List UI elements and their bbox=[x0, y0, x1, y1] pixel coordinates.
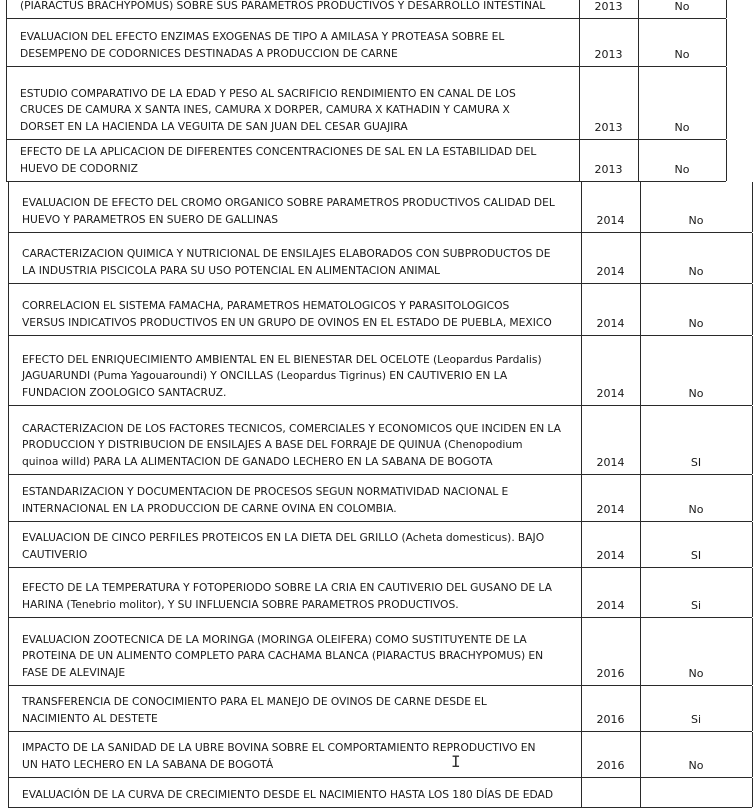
table-row bbox=[8, 568, 752, 618]
table-row bbox=[8, 778, 752, 808]
column-divider bbox=[8, 406, 9, 474]
flag-cell: No bbox=[674, 163, 690, 176]
thesis-title-line: quinoa willd) PARA LA ALIMENTACION DE GANADO LECHERO EN LA SABANA DE BOGOTA bbox=[22, 454, 493, 468]
column-divider bbox=[752, 686, 753, 731]
thesis-title-line: (PIARACTUS BRACHYPOMUS) SOBRE SUS PARAMETROS PRODUCTIVOS Y DESARROLLO INTESTINAL bbox=[20, 0, 546, 12]
text-cursor-icon: I bbox=[451, 752, 461, 771]
table-row bbox=[8, 475, 752, 522]
thesis-title-line: INTERNACIONAL EN LA PRODUCCION DE CARNE OVINA EN COLOMBIA. bbox=[22, 501, 397, 515]
column-divider bbox=[726, 19, 727, 66]
year-cell: 2014 bbox=[596, 549, 625, 562]
year-cell: 2013 bbox=[594, 48, 623, 61]
column-divider bbox=[8, 475, 9, 521]
thesis-title-line: HUEVO DE CODORNIZ bbox=[20, 161, 138, 175]
column-divider bbox=[6, 140, 7, 181]
thesis-title-line: CRUCES DE CAMURA X SANTA INES, CAMURA X DORPER, CAMURA X KATHADIN Y CAMURA X bbox=[20, 103, 510, 116]
thesis-title-line: VERSUS INDICATIVOS PRODUCTIVOS EN UN GRUPO DE OVINOS EN EL ESTADO DE PUEBLA, MEXICO bbox=[22, 315, 552, 329]
thesis-title bbox=[22, 694, 577, 727]
column-divider bbox=[752, 284, 753, 335]
thesis-title-line: TRANSFERENCIA DE CONOCIMIENTO PARA EL MANEJO DE OVINOS DE CARNE DESDE EL bbox=[22, 695, 487, 708]
thesis-title-line: IMPACTO DE LA SANIDAD DE LA UBRE BOVINA SOBRE EL COMPORTAMIENTO REPRODUCTIVO EN bbox=[22, 741, 536, 754]
flag-cell: No bbox=[674, 121, 690, 134]
thesis-title-line: EVALUACION DE CINCO PERFILES PROTEICOS EN LA DIETA DEL GRILLO (Acheta domesticus). BAJO bbox=[22, 531, 545, 544]
thesis-title-line: HUEVO Y PARAMETROS EN SUERO DE GALLINAS bbox=[22, 212, 279, 226]
thesis-title-line: EFECTO DE LA APLICACION DE DIFERENTES CONCENTRACIONES DE SAL EN LA ESTABILIDAD DEL bbox=[20, 145, 537, 158]
column-divider bbox=[6, 0, 7, 18]
thesis-title-line: ESTANDARIZACION Y DOCUMENTACION DE PROCESOS SEGUN NORMATIVIDAD NACIONAL E bbox=[22, 485, 509, 498]
year-cell: 2014 bbox=[596, 265, 625, 278]
flag-cell: No bbox=[688, 667, 704, 680]
flag-cell: No bbox=[688, 265, 704, 278]
column-divider bbox=[752, 618, 753, 685]
thesis-title-line: DORSET EN LA HACIENDA LA VEGUITA DE SAN JUAN DEL CESAR GUAJIRA bbox=[20, 119, 408, 133]
column-divider bbox=[752, 406, 753, 474]
table-row bbox=[6, 0, 726, 19]
year-cell: 2016 bbox=[596, 713, 625, 726]
column-divider bbox=[8, 568, 9, 617]
table-row bbox=[8, 406, 752, 475]
column-divider bbox=[8, 732, 9, 777]
column-divider bbox=[752, 233, 753, 283]
flag-cell: SI bbox=[690, 456, 702, 469]
column-divider bbox=[726, 67, 727, 139]
flag-cell: SI bbox=[690, 549, 702, 562]
column-divider bbox=[8, 522, 9, 567]
table-row bbox=[8, 182, 752, 233]
thesis-title-line: UN HATO LECHERO EN LA SABANA DE BOGOTÁ bbox=[22, 757, 274, 771]
flag-cell: Si bbox=[690, 599, 702, 612]
thesis-title bbox=[22, 740, 577, 773]
thesis-title bbox=[22, 580, 577, 613]
thesis-title bbox=[22, 298, 577, 331]
column-divider bbox=[8, 618, 9, 685]
thesis-title bbox=[22, 421, 577, 471]
year-cell: 2013 bbox=[594, 121, 623, 134]
table-row bbox=[6, 67, 726, 140]
flag-cell: Si bbox=[690, 713, 702, 726]
thesis-title-line: CAUTIVERIO bbox=[22, 547, 88, 561]
thesis-title-line: ESTUDIO COMPARATIVO DE LA EDAD Y PESO AL SACRIFICIO RENDIMIENTO EN CANAL DE LOS bbox=[20, 86, 516, 100]
table-row bbox=[6, 140, 726, 182]
column-divider bbox=[752, 522, 753, 567]
thesis-title-line: DESEMPENO DE CODORNICES DESTINADAS A PRODUCCION DE CARNE bbox=[20, 46, 398, 60]
thesis-title bbox=[22, 195, 577, 228]
thesis-title-line: EFECTO DE LA TEMPERATURA Y FOTOPERIODO SOBRE LA CRIA EN CAUTIVERIO DEL GUSANO DE LA bbox=[22, 581, 552, 594]
column-divider bbox=[8, 778, 9, 807]
thesis-title bbox=[20, 0, 575, 14]
thesis-title-line: CARACTERIZACION DE LOS FACTORES TECNICOS, COMERCIALES Y ECONOMICOS QUE INCIDEN EN LA bbox=[22, 421, 561, 435]
thesis-title-line: HARINA (Tenebrio molitor), Y SU INFLUENCIA SOBRE PARAMETROS PRODUCTIVOS. bbox=[22, 597, 459, 611]
thesis-title-line: FASE DE ALEVINAJE bbox=[22, 665, 126, 679]
thesis-title bbox=[22, 787, 577, 804]
thesis-title-line: EVALUACION DEL EFECTO ENZIMAS EXOGENAS DE TIPO A AMILASA Y PROTEASA SOBRE EL bbox=[20, 30, 505, 43]
column-divider bbox=[752, 475, 753, 521]
flag-cell: No bbox=[688, 317, 704, 330]
table-row bbox=[8, 618, 752, 686]
year-cell: 2014 bbox=[596, 387, 625, 400]
flag-cell: No bbox=[688, 759, 704, 772]
thesis-title-line: NACIMIENTO AL DESTETE bbox=[22, 711, 158, 725]
column-divider bbox=[8, 182, 9, 232]
flag-cell: No bbox=[688, 214, 704, 227]
thesis-title-line: CARACTERIZACION QUIMICA Y NUTRICIONAL DE ENSILAJES ELABORADOS CON SUBPRODUCTOS DE bbox=[22, 247, 551, 260]
column-divider bbox=[752, 732, 753, 777]
column-divider bbox=[8, 233, 9, 283]
column-divider bbox=[726, 0, 727, 18]
thesis-title bbox=[20, 144, 575, 177]
thesis-title-line: JAGUARUNDI (Puma Yagouaroundi) Y ONCILLAS (Leopardus Tigrinus) EN CAUTIVERIO EN LA bbox=[22, 369, 508, 382]
year-cell: 2013 bbox=[594, 163, 623, 176]
thesis-title bbox=[22, 484, 577, 517]
thesis-title-line: EVALUACION DE EFECTO DEL CROMO ORGANICO SOBRE PARAMETROS PRODUCTIVOS CALIDAD DEL bbox=[22, 196, 555, 209]
year-cell: 2014 bbox=[596, 599, 625, 612]
year-cell: 2013 bbox=[594, 0, 623, 13]
column-divider bbox=[8, 686, 9, 731]
table-row bbox=[8, 284, 752, 336]
thesis-title-line: EFECTO DEL ENRIQUECIMIENTO AMBIENTAL EN EL BIENESTAR DEL OCELOTE (Leopardus Pardalis) bbox=[22, 352, 542, 366]
column-divider bbox=[752, 568, 753, 617]
thesis-title bbox=[22, 632, 577, 682]
thesis-title-line: PRODUCCION Y DISTRIBUCION DE ENSILAJES A BASE DEL FORRAJE DE QUINUA (Chenopodium bbox=[22, 438, 523, 451]
thesis-title-line: FUNDACION ZOOLOGICO SANTACRUZ. bbox=[22, 385, 227, 399]
column-divider bbox=[752, 336, 753, 405]
table-row bbox=[8, 522, 752, 568]
year-cell: 2014 bbox=[596, 317, 625, 330]
flag-cell: No bbox=[674, 48, 690, 61]
column-divider bbox=[752, 778, 753, 807]
column-divider bbox=[581, 778, 582, 807]
column-divider bbox=[8, 284, 9, 335]
thesis-title bbox=[20, 29, 575, 62]
table-row bbox=[6, 19, 726, 67]
column-divider bbox=[752, 182, 753, 232]
thesis-title-line: LA INDUSTRIA PISCICOLA PARA SU USO POTENCIAL EN ALIMENTACION ANIMAL bbox=[22, 263, 441, 277]
year-cell: 2014 bbox=[596, 214, 625, 227]
column-divider bbox=[6, 19, 7, 66]
year-cell: 2014 bbox=[596, 503, 625, 516]
table-row bbox=[8, 686, 752, 732]
year-cell: 2016 bbox=[596, 667, 625, 680]
thesis-title bbox=[22, 246, 577, 279]
year-cell: 2016 bbox=[596, 759, 625, 772]
table-row bbox=[8, 233, 752, 284]
flag-cell: No bbox=[688, 387, 704, 400]
thesis-title bbox=[22, 530, 577, 563]
table-row bbox=[8, 732, 752, 778]
thesis-title-line: CORRELACION EL SISTEMA FAMACHA, PARAMETROS HEMATOLOGICOS Y PARASITOLOGICOS bbox=[22, 299, 510, 312]
thesis-title-line: PROTEINA DE UN ALIMENTO COMPLETO PARA CACHAMA BLANCA (PIARACTUS BRACHYPOMUS) EN bbox=[22, 649, 544, 662]
thesis-title-line: EVALUACIÓN DE LA CURVA DE CRECIMIENTO DESDE EL NACIMIENTO HASTA LOS 180 DÍAS DE EDAD bbox=[22, 787, 554, 801]
thesis-title bbox=[20, 86, 575, 136]
column-divider bbox=[640, 778, 641, 807]
thesis-title-line: EVALUACION ZOOTECNICA DE LA MORINGA (MORINGA OLEIFERA) COMO SUSTITUYENTE DE LA bbox=[22, 632, 527, 646]
column-divider bbox=[726, 140, 727, 181]
column-divider bbox=[8, 336, 9, 405]
flag-cell: No bbox=[688, 503, 704, 516]
year-cell: 2014 bbox=[596, 456, 625, 469]
column-divider bbox=[6, 67, 7, 139]
flag-cell: No bbox=[674, 0, 690, 13]
thesis-title bbox=[22, 352, 577, 402]
table-row bbox=[8, 336, 752, 406]
